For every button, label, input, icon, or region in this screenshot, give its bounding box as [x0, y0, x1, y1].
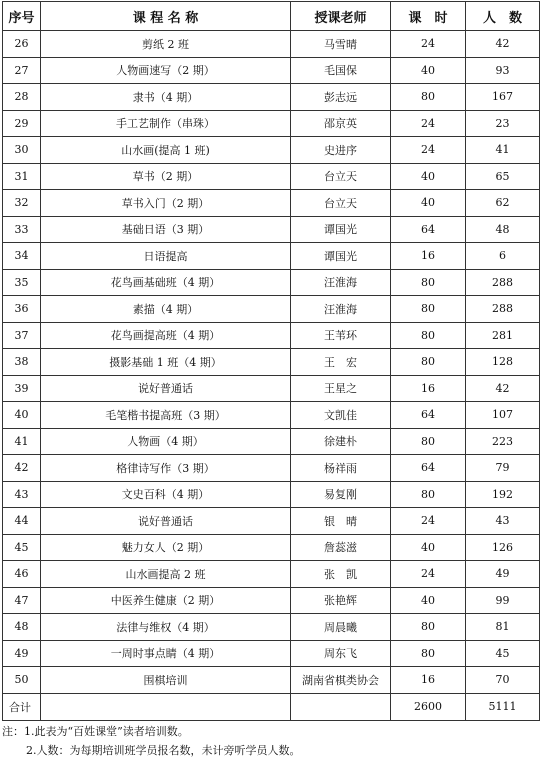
cell-hours: 64	[391, 216, 466, 243]
cell-no: 29	[3, 110, 41, 137]
cell-hours: 80	[391, 296, 466, 323]
table-row	[3, 137, 540, 164]
cell-course-name: 草书（2 期）	[41, 163, 291, 190]
cell-people: 70	[466, 667, 540, 694]
cell-teacher: 湖南省棋类协会	[291, 667, 391, 694]
cell-course-name: 山水画提高 2 班	[41, 561, 291, 588]
cell-teacher: 詹蕊滋	[291, 534, 391, 561]
cell-hours: 80	[391, 84, 466, 111]
table-body	[3, 31, 540, 694]
cell-people: 42	[466, 375, 540, 402]
cell-no: 35	[3, 269, 41, 296]
cell-hours: 40	[391, 57, 466, 84]
header-people: 人 数	[466, 2, 540, 31]
note-line-2: 2.人数：为每期培训班学员报名数，未计旁听学员人数。	[26, 744, 301, 757]
cell-hours: 16	[391, 375, 466, 402]
cell-no: 50	[3, 667, 41, 694]
cell-teacher: 周晨曦	[291, 614, 391, 641]
table-row	[3, 296, 540, 323]
table-row	[3, 163, 540, 190]
cell-course-name: 中医养生健康（2 期）	[41, 587, 291, 614]
cell-hours: 80	[391, 322, 466, 349]
cell-people: 65	[466, 163, 540, 190]
cell-course-name: 毛笔楷书提高班（3 期）	[41, 402, 291, 429]
cell-people: 288	[466, 269, 540, 296]
table-row	[3, 110, 540, 137]
cell-hours: 80	[391, 481, 466, 508]
cell-course-name: 一周时事点睛（4 期）	[41, 640, 291, 667]
cell-course-name: 法律与维权（4 期）	[41, 614, 291, 641]
cell-teacher: 谭国光	[291, 243, 391, 270]
cell-course-name: 手工艺制作（串珠）	[41, 110, 291, 137]
cell-people: 192	[466, 481, 540, 508]
table-row	[3, 375, 540, 402]
table-row	[3, 614, 540, 641]
cell-teacher: 张 凯	[291, 561, 391, 588]
cell-no: 26	[3, 31, 41, 58]
cell-course-name: 隶书（4 期）	[41, 84, 291, 111]
cell-hours: 24	[391, 31, 466, 58]
cell-no: 34	[3, 243, 41, 270]
cell-teacher: 谭国光	[291, 216, 391, 243]
cell-people: 45	[466, 640, 540, 667]
header-teacher: 授课老师	[291, 2, 391, 31]
table-row	[3, 455, 540, 482]
cell-teacher: 张艳辉	[291, 587, 391, 614]
cell-course-name: 山水画(提高 1 班)	[41, 137, 291, 164]
cell-course-name: 文史百科（4 期）	[41, 481, 291, 508]
cell-course-name: 围棋培训	[41, 667, 291, 694]
cell-teacher: 王 宏	[291, 349, 391, 376]
cell-teacher: 汪淮海	[291, 269, 391, 296]
cell-no: 36	[3, 296, 41, 323]
cell-people: 93	[466, 57, 540, 84]
cell-hours: 40	[391, 190, 466, 217]
cell-no: 37	[3, 322, 41, 349]
cell-no: 49	[3, 640, 41, 667]
cell-course-name: 摄影基础 1 班（4 期）	[41, 349, 291, 376]
cell-course-name: 人物画（4 期）	[41, 428, 291, 455]
cell-no: 38	[3, 349, 41, 376]
cell-no: 33	[3, 216, 41, 243]
cell-people: 41	[466, 137, 540, 164]
cell-course-name: 日语提高	[41, 243, 291, 270]
cell-course-name: 格律诗写作（3 期）	[41, 455, 291, 482]
cell-no: 46	[3, 561, 41, 588]
table-row	[3, 428, 540, 455]
cell-people: 23	[466, 110, 540, 137]
cell-hours: 80	[391, 428, 466, 455]
cell-teacher: 史进序	[291, 137, 391, 164]
table-row	[3, 481, 540, 508]
cell-no: 30	[3, 137, 41, 164]
table-row	[3, 322, 540, 349]
cell-hours: 24	[391, 110, 466, 137]
table-row	[3, 587, 540, 614]
cell-no: 48	[3, 614, 41, 641]
cell-people: 79	[466, 455, 540, 482]
cell-people: 48	[466, 216, 540, 243]
table-row	[3, 269, 540, 296]
table-row	[3, 667, 540, 694]
total-people: 5111	[466, 693, 540, 720]
table-row	[3, 57, 540, 84]
cell-course-name: 剪纸 2 班	[41, 31, 291, 58]
table-header-row	[3, 2, 540, 31]
cell-people: 128	[466, 349, 540, 376]
cell-teacher: 台立天	[291, 190, 391, 217]
cell-teacher: 杨祥雨	[291, 455, 391, 482]
cell-no: 27	[3, 57, 41, 84]
cell-hours: 16	[391, 243, 466, 270]
cell-people: 62	[466, 190, 540, 217]
total-teacher-empty	[291, 693, 391, 720]
table-row	[3, 534, 540, 561]
cell-no: 41	[3, 428, 41, 455]
total-name-empty	[41, 693, 291, 720]
cell-teacher: 银 晴	[291, 508, 391, 535]
cell-course-name: 基础日语（3 期）	[41, 216, 291, 243]
cell-people: 107	[466, 402, 540, 429]
cell-no: 28	[3, 84, 41, 111]
header-no: 序号	[3, 2, 41, 31]
cell-course-name: 草书入门（2 期）	[41, 190, 291, 217]
cell-hours: 24	[391, 508, 466, 535]
table-row	[3, 31, 540, 58]
cell-hours: 80	[391, 269, 466, 296]
cell-course-name: 人物画速写（2 期）	[41, 57, 291, 84]
cell-teacher: 王苇环	[291, 322, 391, 349]
cell-hours: 64	[391, 402, 466, 429]
cell-course-name: 魅力女人（2 期）	[41, 534, 291, 561]
cell-people: 81	[466, 614, 540, 641]
total-hours: 2600	[391, 693, 466, 720]
cell-course-name: 花鸟画基础班（4 期）	[41, 269, 291, 296]
cell-hours: 80	[391, 640, 466, 667]
table-notes	[2, 722, 539, 760]
cell-people: 288	[466, 296, 540, 323]
cell-hours: 40	[391, 587, 466, 614]
cell-people: 99	[466, 587, 540, 614]
cell-hours: 24	[391, 137, 466, 164]
table-row	[3, 84, 540, 111]
cell-teacher: 彭志远	[291, 84, 391, 111]
cell-teacher: 汪淮海	[291, 296, 391, 323]
cell-people: 6	[466, 243, 540, 270]
cell-teacher: 周东飞	[291, 640, 391, 667]
cell-no: 44	[3, 508, 41, 535]
cell-no: 47	[3, 587, 41, 614]
cell-no: 31	[3, 163, 41, 190]
cell-no: 32	[3, 190, 41, 217]
note-line-1: 注：1.此表为“百姓课堂”读者培训数。	[2, 725, 189, 738]
training-table-sheet	[2, 1, 539, 721]
cell-teacher: 毛国保	[291, 57, 391, 84]
cell-people: 167	[466, 84, 540, 111]
cell-teacher: 邵京英	[291, 110, 391, 137]
cell-hours: 24	[391, 561, 466, 588]
table-row	[3, 216, 540, 243]
table-row	[3, 640, 540, 667]
cell-hours: 40	[391, 163, 466, 190]
cell-hours: 40	[391, 534, 466, 561]
cell-no: 39	[3, 375, 41, 402]
cell-teacher: 马雪晴	[291, 31, 391, 58]
cell-no: 43	[3, 481, 41, 508]
cell-course-name: 说好普通话	[41, 375, 291, 402]
cell-course-name: 花鸟画提高班（4 期）	[41, 322, 291, 349]
cell-people: 43	[466, 508, 540, 535]
cell-no: 45	[3, 534, 41, 561]
cell-teacher: 徐建朴	[291, 428, 391, 455]
cell-course-name: 素描（4 期）	[41, 296, 291, 323]
cell-people: 42	[466, 31, 540, 58]
cell-course-name: 说好普通话	[41, 508, 291, 535]
total-label: 合计	[3, 693, 41, 720]
cell-hours: 80	[391, 349, 466, 376]
cell-hours: 16	[391, 667, 466, 694]
table-row	[3, 243, 540, 270]
cell-people: 281	[466, 322, 540, 349]
training-course-table	[2, 1, 540, 721]
cell-people: 49	[466, 561, 540, 588]
cell-no: 42	[3, 455, 41, 482]
table-row	[3, 561, 540, 588]
cell-hours: 64	[391, 455, 466, 482]
table-row	[3, 402, 540, 429]
cell-hours: 80	[391, 614, 466, 641]
cell-teacher: 易复刚	[291, 481, 391, 508]
cell-people: 126	[466, 534, 540, 561]
header-hours: 课 时	[391, 2, 466, 31]
cell-teacher: 台立天	[291, 163, 391, 190]
table-row	[3, 190, 540, 217]
total-row	[3, 693, 540, 720]
table-row	[3, 508, 540, 535]
table-row	[3, 349, 540, 376]
header-course-name: 课 程 名 称	[41, 2, 291, 31]
cell-people: 223	[466, 428, 540, 455]
cell-no: 40	[3, 402, 41, 429]
cell-teacher: 王星之	[291, 375, 391, 402]
cell-teacher: 文凯佳	[291, 402, 391, 429]
